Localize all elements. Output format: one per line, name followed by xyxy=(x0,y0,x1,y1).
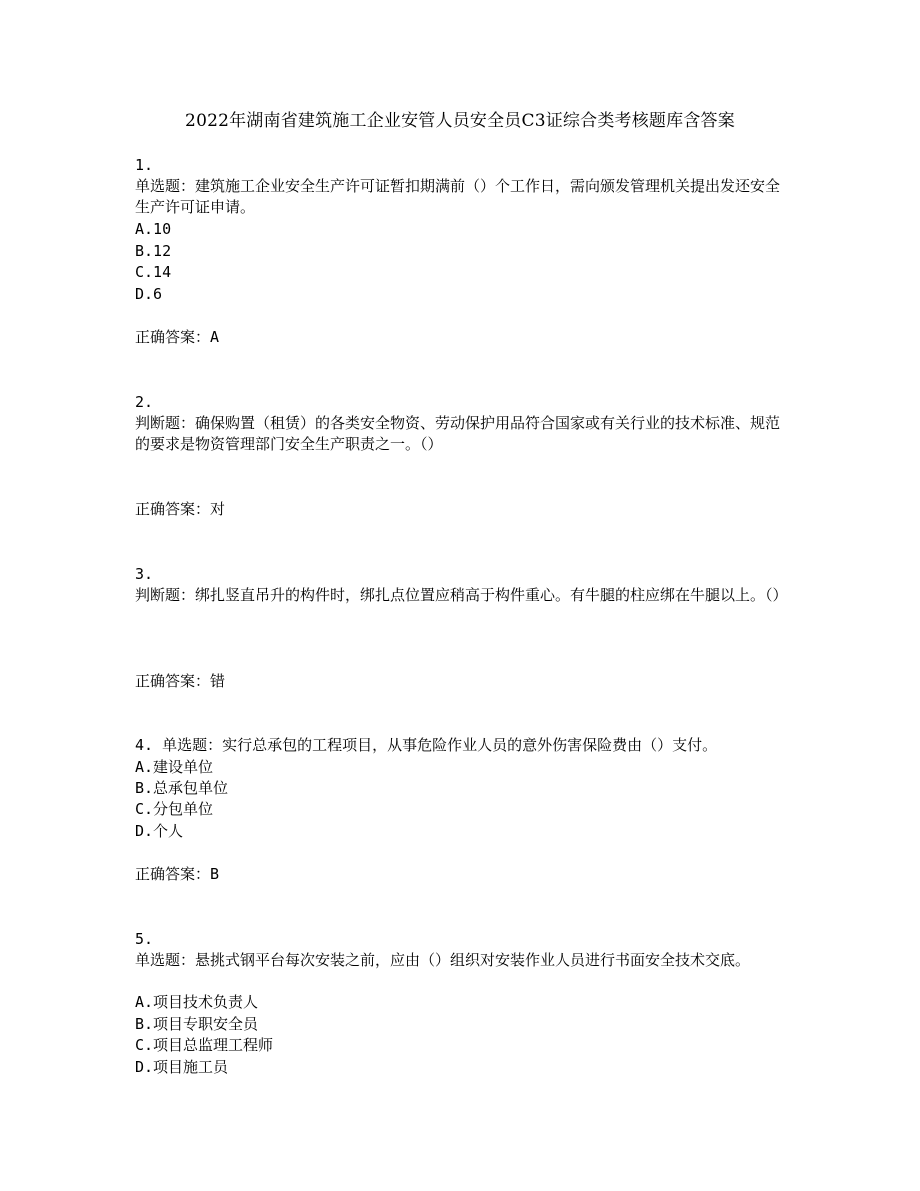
question-number: 2. xyxy=(135,393,154,411)
answer-text: 正确答案：错 xyxy=(135,672,226,690)
answer-text: 正确答案：A xyxy=(135,328,220,346)
document-title: 2022年湖南省建筑施工企业安管人员安全员C3证综合类考核题库含答案 xyxy=(185,111,735,131)
question-option: D.6 xyxy=(135,285,163,303)
question-number: 3. xyxy=(135,565,154,583)
question-option: D.个人 xyxy=(135,822,184,840)
answer-text: 正确答案：对 xyxy=(135,500,226,518)
question-option: A.10 xyxy=(135,220,172,238)
question-number: 1. xyxy=(135,156,154,174)
question-option: C.分包单位 xyxy=(135,800,214,818)
question-option: C.项目总监理工程师 xyxy=(135,1036,274,1054)
question-text: 4. 单选题：实行总承包的工程项目，从事危险作业人员的意外伤害保险费由（）支付。 xyxy=(135,736,718,754)
question-text: 单选题：建筑施工企业安全生产许可证暂扣期满前（）个工作日，需向颁发管理机关提出发还安全生产许可证申请。 xyxy=(135,177,781,216)
question-option: B.12 xyxy=(135,242,172,260)
question-option: B.项目专职安全员 xyxy=(135,1015,259,1033)
question-option: A.建设单位 xyxy=(135,758,214,776)
question-number: 5. xyxy=(135,930,154,948)
question-option: D.项目施工员 xyxy=(135,1058,229,1076)
question-text: 判断题：确保购置（租赁）的各类安全物资、劳动保护用品符合国家或有关行业的技术标准、规范的要求是物资管理部门安全生产职责之一。（） xyxy=(135,414,781,453)
question-text: 单选题：悬挑式钢平台每次安装之前，应由（）组织对安装作业人员进行书面安全技术交底。 xyxy=(135,951,751,969)
question-option: A.项目技术负责人 xyxy=(135,993,259,1011)
question-option: C.14 xyxy=(135,263,172,281)
question-option: B.总承包单位 xyxy=(135,779,229,797)
answer-text: 正确答案：B xyxy=(135,865,220,883)
question-text: 判断题：绑扎竖直吊升的构件时，绑扎点位置应稍高于构件重心。有牛腿的柱应绑在牛腿以上。（） xyxy=(135,586,788,604)
